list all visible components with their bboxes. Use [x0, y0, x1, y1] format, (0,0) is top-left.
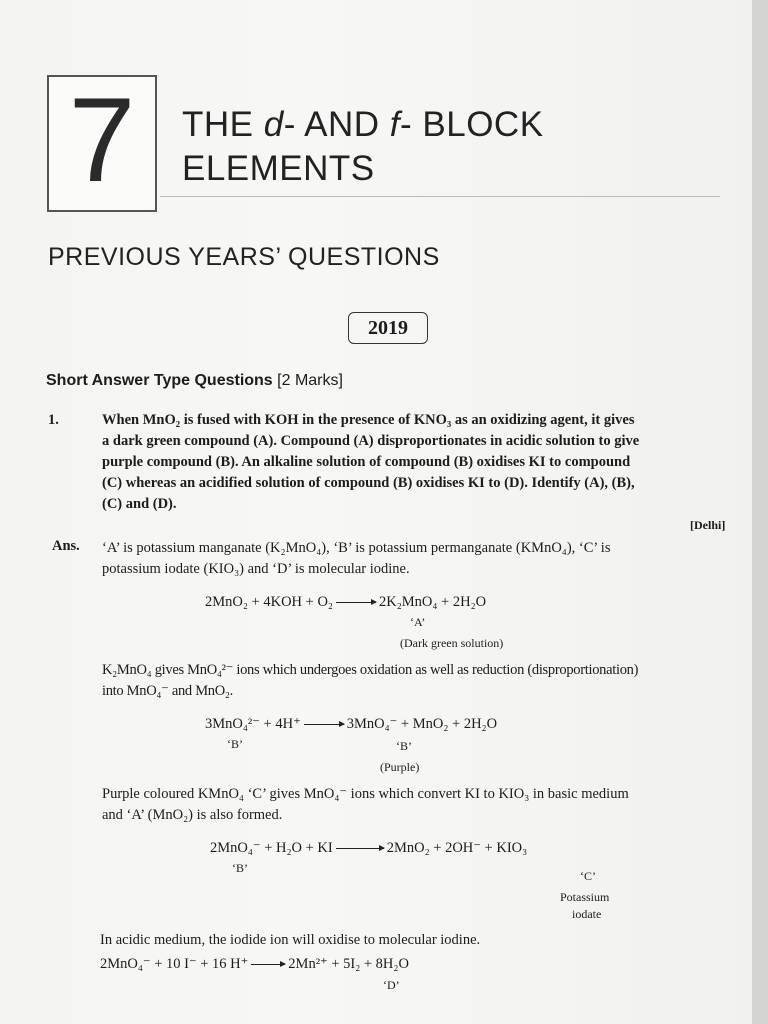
answer-intro: [102, 538, 742, 580]
answer-line: into MnO₄⁻ and MnO₂.: [102, 683, 233, 699]
subsection-marks: [2 Marks]: [272, 372, 343, 389]
answer-line: and ‘A’ (MnO₂) is also formed.: [102, 807, 283, 823]
equation-2: [205, 716, 497, 733]
question-text: [102, 410, 742, 515]
chapter-title-part: d: [263, 105, 284, 144]
title-divider: [160, 196, 720, 197]
chapter-title: [182, 103, 544, 191]
equation-1-products: 2K₂MnO₄ + 2H₂O: [378, 594, 487, 610]
subsection-heading: [46, 372, 343, 390]
equation-3-tag-right: ‘C’: [580, 869, 596, 883]
page-edge: [752, 0, 768, 1024]
answer-paragraph-3: [102, 784, 742, 826]
chapter-number: 7: [68, 73, 136, 207]
answer-paragraph-2: [102, 660, 742, 702]
equation-2-products: 3MnO₄⁻ + MnO₂ + 2H₂O: [346, 716, 498, 732]
equation-4-products: 2Mn²⁺ + 5I₂ + 8H₂O: [288, 956, 409, 972]
equation-3-reactants: 2MnO₄⁻ + H₂O + KI: [210, 840, 333, 856]
equation-4-reactants: 2MnO₄⁻ + 10 I⁻ + 16 H⁺: [100, 956, 249, 972]
equation-3-products: 2MnO₂ + 2OH⁻ + KIO₃: [386, 840, 528, 856]
equation-3-note-1: Potassium: [560, 890, 610, 904]
chapter-title-part: - BLOCK: [400, 105, 544, 144]
section-title: PREVIOUS YEARS’ QUESTIONS: [48, 243, 440, 271]
equation-1-note: (Dark green solution): [400, 636, 504, 650]
question-number: 1.: [48, 412, 59, 428]
equation-4-tag: ‘D’: [383, 978, 400, 992]
equation-2-reactants: 3MnO₄²⁻ + 4H⁺: [205, 716, 301, 732]
chapter-title-part: THE: [182, 105, 264, 144]
reaction-arrow-icon: [251, 964, 285, 965]
answer-line: ‘A’ is potassium manganate (K₂MnO₄), ‘B’ is potassium permanganate (KMnO₄), ‘C’ is: [102, 540, 611, 556]
question-line: (C) whereas an acidified solution of compound (B) oxidises KI to (D). Identify (A), (B),: [102, 475, 635, 491]
answer-line: Purple coloured KMnO₄ ‘C’ gives MnO₄⁻ ions which convert KI to KIO₃ in basic medium: [102, 786, 629, 802]
reaction-arrow-icon: [336, 848, 384, 849]
equation-2-tag-left: ‘B’: [227, 737, 243, 751]
answer-paragraph-4: In acidic medium, the iodide ion will oxidise to molecular iodine.: [100, 932, 481, 948]
equation-1-reactants: 2MnO₂ + 4KOH + O₂: [205, 594, 333, 610]
question-line: (C) and (D).: [102, 496, 177, 512]
equation-2-tag-right: ‘B’: [396, 739, 412, 753]
equation-4: [100, 956, 409, 973]
question-source: [Delhi]: [690, 518, 726, 532]
chapter-title-line2: ELEMENTS: [182, 149, 375, 188]
equation-3: [210, 840, 527, 857]
answer-line: potassium iodate (KIO₃) and ‘D’ is molecular iodine.: [102, 561, 410, 577]
subsection-heading-bold: Short Answer Type Questions: [46, 372, 273, 389]
chapter-title-part: - AND: [283, 105, 390, 144]
year-badge: 2019: [348, 312, 428, 344]
reaction-arrow-icon: [304, 724, 344, 725]
equation-3-note-2: iodate: [572, 907, 602, 921]
chapter-number-box: [47, 75, 157, 212]
question-line: purple compound (B). An alkaline solution of compound (B) oxidises KI to compound: [102, 454, 631, 470]
question-line: When MnO₂ is fused with KOH in the presence of KNO₃ as an oxidizing agent, it gives: [102, 412, 635, 428]
reaction-arrow-icon: [336, 602, 376, 603]
chapter-title-part: f: [389, 105, 401, 144]
equation-3-tag-left: ‘B’: [232, 861, 248, 875]
answer-line: K₂MnO₄ gives MnO₄²⁻ ions which undergoes oxidation as well as reduction (disproportionation): [102, 662, 639, 678]
equation-1: [205, 594, 486, 611]
answer-label: Ans.: [52, 538, 80, 554]
equation-2-note: (Purple): [380, 760, 420, 774]
equation-1-tag: ‘A’: [410, 615, 426, 629]
question-line: a dark green compound (A). Compound (A) disproportionates in acidic solution to give: [102, 433, 640, 449]
